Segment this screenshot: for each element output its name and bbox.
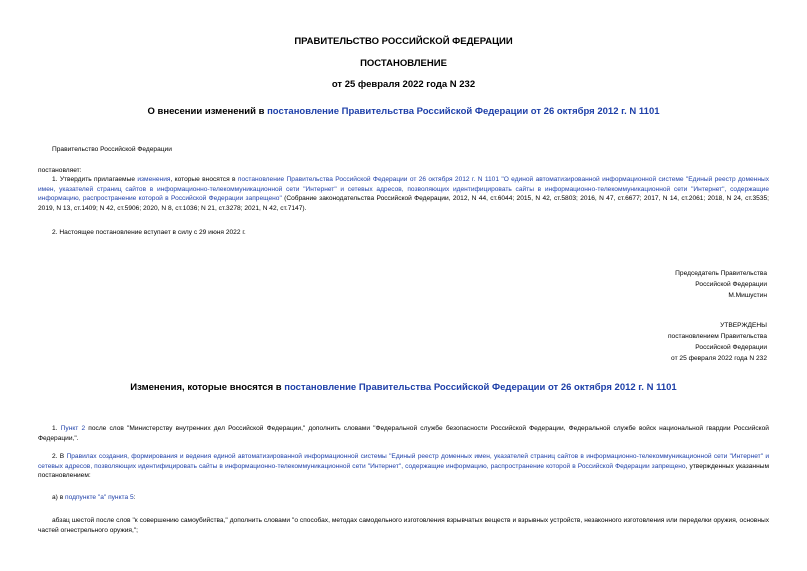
- c1-link[interactable]: Пункт 2: [60, 425, 86, 432]
- doc-type-heading: ПОСТАНОВЛЕНИЕ: [360, 58, 447, 69]
- c2-text-b: , утвержденных указанным постановлением:: [38, 462, 769, 480]
- change-1: [38, 424, 769, 443]
- c2-text-a: 2. В: [52, 453, 67, 460]
- p1-link-resolution[interactable]: постановление Правительства Российской Федерации от 26 октября 2012 г. N 1101 "О единой автоматизированной информационной системе "Единый реестр доменных имен, указателей страниц сайтов в информационно-телекоммуникационной сети "Интернет" и сетевых адресов, позволяющих идентифицировать сайты в информационно-телекоммуникационной сети "Интернет", содержащие информацию, распространение которой в Российской Федерации запрещено": [38, 176, 769, 203]
- signature-name: М.Мишустин: [728, 292, 767, 299]
- changes-title-link[interactable]: постановление Правительства Российской Федерации от 26 октября 2012 г. N 1101: [284, 382, 677, 393]
- c3-text-a: а) в: [52, 494, 66, 501]
- p1-text-a: 1. Утвердить прилагаемые: [52, 176, 138, 183]
- org-heading: ПРАВИТЕЛЬСТВО РОССИЙСКОЙ ФЕДЕРАЦИИ: [294, 36, 513, 47]
- changes-title: [0, 382, 807, 393]
- gov-line: Правительство Российской Федерации: [52, 146, 172, 153]
- c3-link[interactable]: подпункте "а" пункта 5: [65, 494, 134, 501]
- change-3: [52, 493, 136, 503]
- decides-line: постановляет:: [38, 167, 82, 174]
- title-link[interactable]: постановление Правительства Российской Федерации от 26 октября 2012 г. N 1101: [267, 106, 660, 117]
- c1-text-a: 1.: [52, 425, 61, 432]
- c2-link[interactable]: Правилах создания, формирования и ведения единой автоматизированной информационной системы "Единый реестр доменных имен, указателей страниц сайтов в информационно-телекоммуникационной сети "Интернет" и сетевых адресов, позволяющих идентифицировать сайты в информационно-телекоммуникационной сети "Интернет", содержащие информацию, распространение которой в Российской Федерации запрещено: [38, 453, 770, 470]
- approved-country: Российской Федерации: [695, 344, 767, 351]
- change-4: абзац шестой после слов "к совершению самоубийства," дополнить словами "о способах, методах самодельного изготовления взрывчатых веществ и взрывных устройств, незаконного изготовления или переделки оружия, основных частей огнестрельного оружия,";: [38, 517, 769, 534]
- paragraph-1: [38, 175, 769, 213]
- approved-heading: УТВЕРЖДЕНЫ: [720, 322, 767, 329]
- c3-text-b: :: [133, 494, 136, 501]
- p1-link-changes[interactable]: изменения: [137, 176, 171, 183]
- paragraph-2: 2. Настоящее постановление вступает в силу с 29 июня 2022 г.: [52, 229, 246, 236]
- c1-text-b: после слов "Министерству внутренних дел Российской Федерации," дополнить словами "Федеральной службе безопасности Российской Федерации, Федеральной службе войск национальной гвардии Российской Федерации,".: [38, 425, 769, 442]
- approved-by: постановлением Правительства: [667, 333, 767, 340]
- document-title: [0, 106, 807, 117]
- p1-text-b: , которые вносятся в: [170, 176, 238, 183]
- title-prefix: О внесении изменений в: [147, 106, 268, 117]
- changes-title-prefix: Изменения, которые вносятся в: [130, 382, 285, 393]
- approved-date: от 25 февраля 2022 года N 232: [671, 355, 767, 362]
- p1-text-c: (Собрание законодательства Российской Федерации, 2012, N 44, ст.6044; 2015, N 42, ст.5803; 2016, N 47, ст.6677; 2017, N 14, ст.2061; 2018, N 24, ст.3535; 2019, N 13, ст.1409; N 42, ст.5906; 2020, N 8, ст.1036; N 21, ст.3278; 2021, N 42, ст.7147).: [38, 195, 769, 212]
- signature-country: Российской Федерации: [695, 281, 767, 288]
- doc-date-number: от 25 февраля 2022 года N 232: [331, 79, 476, 90]
- signature-position: Председатель Правительства: [675, 270, 767, 277]
- change-2: [38, 452, 769, 481]
